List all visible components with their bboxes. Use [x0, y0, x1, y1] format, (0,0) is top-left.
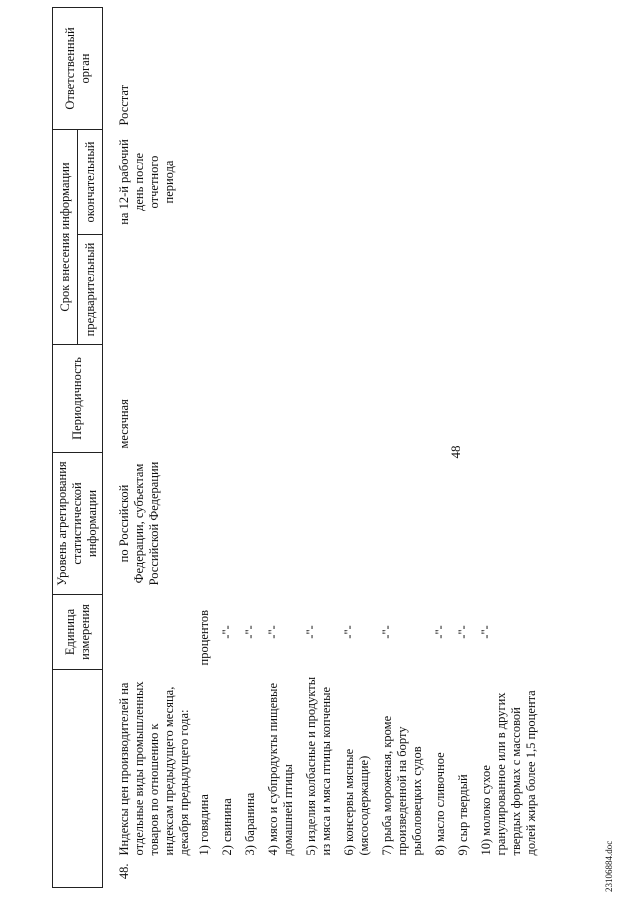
- row-responsible: Росстат: [117, 84, 131, 126]
- header-responsible: Ответственный орган: [53, 8, 103, 130]
- statistics-table: [52, 7, 545, 888]
- footer-file-code: 23106884.doc: [604, 840, 614, 892]
- header-blank: [53, 670, 103, 888]
- item-name: 9) сыр твердый: [456, 774, 470, 856]
- header-level: Уровень агрегирования статистической информации: [53, 453, 103, 595]
- header-unit: Единица измерения: [53, 595, 103, 670]
- list-item: [241, 8, 264, 888]
- item-name: 4) мясо и субпродукты пищевые домашней птицы: [266, 683, 295, 856]
- item-unit: -"-: [266, 625, 280, 639]
- item-name: 5) изделия колбасные и продукты из мяса и мяса птицы копченые: [304, 676, 333, 856]
- list-item: [477, 8, 545, 888]
- row-periodicity: месячная: [117, 399, 131, 449]
- item-name: 8) масло сливочное: [433, 752, 447, 856]
- list-item: [218, 8, 241, 888]
- item-name: 10) молоко сухое гранулированное или в других твердых формах с массовой долей жира более 1,5 процента: [479, 690, 538, 856]
- item-unit: -"-: [433, 625, 447, 639]
- list-item: [431, 8, 454, 888]
- row-preliminary: [103, 235, 196, 345]
- header-final: окончательный: [78, 130, 103, 235]
- list-item: [264, 8, 302, 888]
- header-row: [53, 8, 78, 888]
- header-periodicity: Периодичность: [53, 345, 103, 453]
- item-unit: -"-: [220, 625, 234, 639]
- item-unit: -"-: [479, 625, 493, 639]
- item-name: 1) говядина: [197, 794, 211, 856]
- item-unit: -"-: [304, 625, 318, 639]
- table-row: [103, 8, 196, 888]
- item-unit: -"-: [243, 625, 257, 639]
- document-table-rotated: [52, 8, 612, 888]
- row-number: 48.: [117, 863, 131, 880]
- list-item: [302, 8, 340, 888]
- list-item: [340, 8, 378, 888]
- list-item: [454, 8, 477, 888]
- header-preliminary: предварительный: [78, 235, 103, 345]
- item-unit: -"-: [342, 625, 356, 639]
- page-number: 48: [448, 445, 463, 459]
- item-unit: -"-: [456, 625, 470, 639]
- row-name: Индексы цен производителей на отдельные виды промышленных товаров по отношению к индексам предыдущего месяца, декабря предыдущего года:: [117, 681, 191, 856]
- item-unit: -"-: [380, 625, 394, 639]
- row-unit: [103, 595, 196, 670]
- item-name: 6) консервы мясные (мясосодержащие): [342, 748, 371, 856]
- row-final: на 12-й рабочий день после отчетного периода: [117, 139, 176, 225]
- item-name: 7) рыба мороженая, кроме произведенной на борту рыболовецких судов: [380, 715, 424, 856]
- list-item: [195, 8, 218, 888]
- row-level: по Российской Федерации, субъектам Российской Федерации: [117, 461, 161, 586]
- list-item: [378, 8, 431, 888]
- item-unit: процентов: [197, 609, 211, 666]
- item-name: 3) баранина: [243, 792, 257, 856]
- item-name: 2) свинина: [220, 798, 234, 856]
- header-deadline: Срок внесения информации: [53, 130, 78, 345]
